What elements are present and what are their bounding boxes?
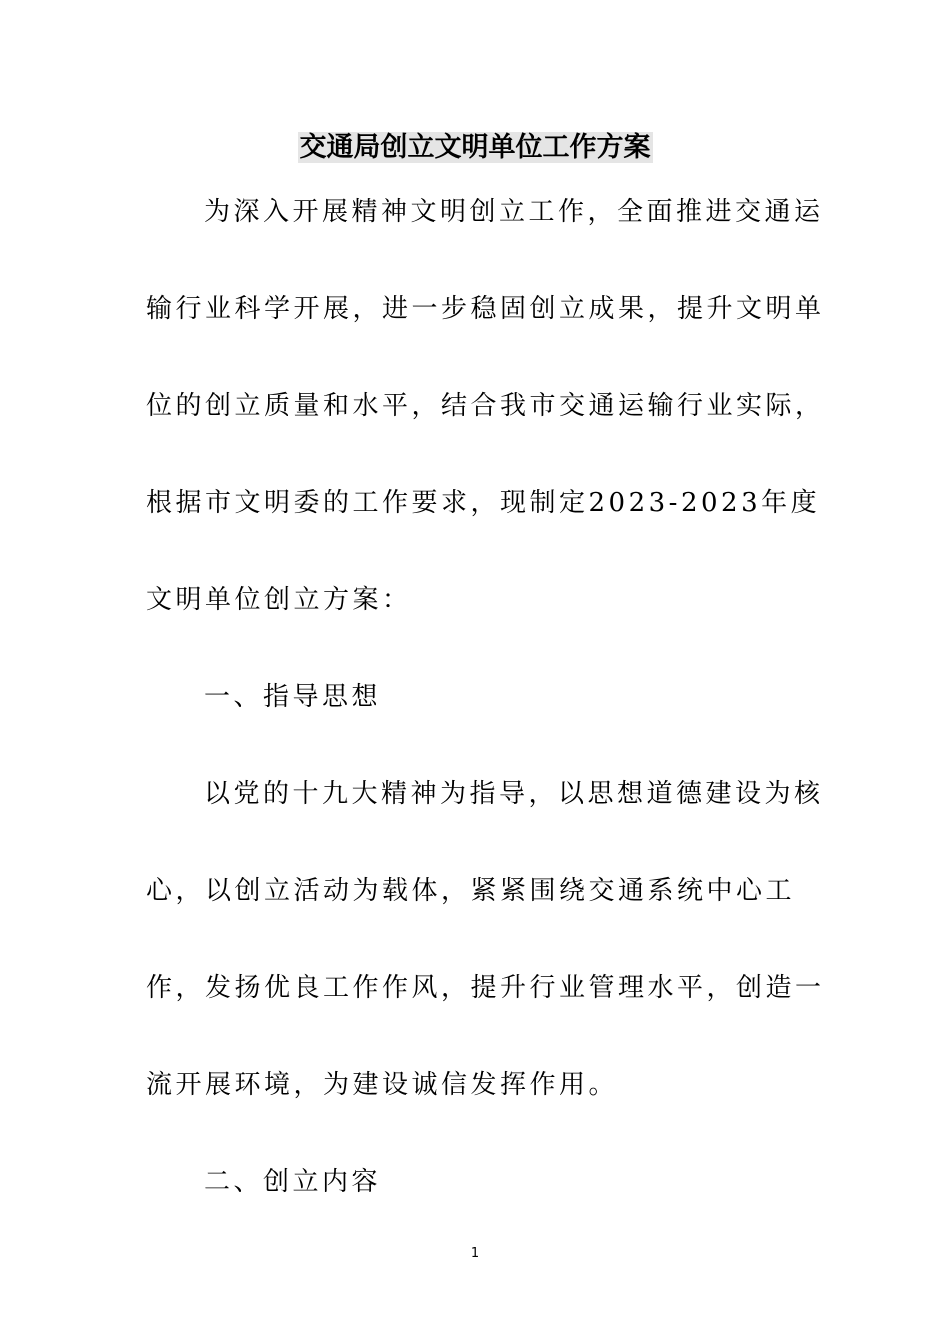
document-title-text: 交通局创立文明单位工作方案 (299, 132, 651, 163)
intro-paragraph: 为深入开展精神文明创立工作，全面推进交通运输行业科学开展，进一步稳固创立成果，提升文明单位的创立质量和水平，结合我市交通运输行业实际，根据市文明委的工作要求，现制定2023-2023年度文明单位创立方案： (146, 197, 825, 615)
section-heading-content: 二、创立内容 (204, 1167, 382, 1197)
section-heading-guiding-ideology: 一、指导思想 (204, 682, 382, 712)
page-number: 1 (470, 1246, 480, 1261)
document-body (146, 164, 826, 1231)
guiding-ideology-paragraph: 以党的十九大精神为指导，以思想道德建设为核心，以创立活动为载体，紧紧围绕交通系统中心工作，发扬优良工作作风，提升行业管理水平，创造一流开展环境，为建设诚信发挥作用。 (146, 779, 825, 1100)
document-title (0, 128, 950, 168)
